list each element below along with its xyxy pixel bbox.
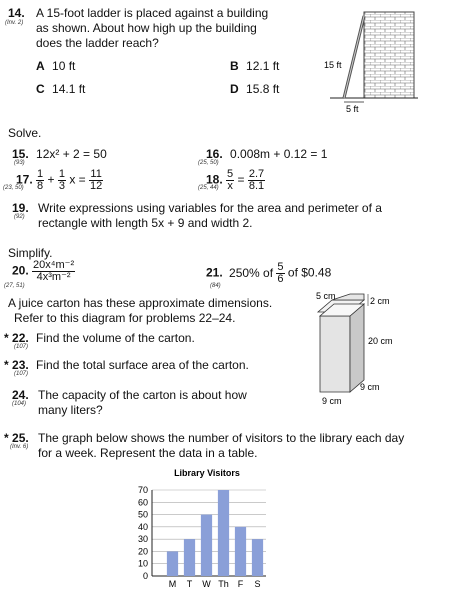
carton-top-label: 5 cm — [316, 292, 336, 301]
problem-number: 22. — [12, 331, 29, 345]
problem-number: 14. — [8, 6, 25, 20]
text-line: does the ladder reach? — [36, 36, 159, 50]
text-line: A 15-foot ladder is placed against a building — [36, 6, 269, 20]
bar-f — [235, 527, 246, 576]
x-tick-label: S — [254, 579, 261, 589]
carton-depth-label: 9 cm — [360, 382, 380, 392]
choice-d — [230, 82, 279, 96]
problem-reference: (92) — [14, 214, 25, 220]
problem-number: 23. — [12, 358, 29, 372]
x-tick-label: Th — [218, 579, 229, 589]
y-tick-label: 50 — [137, 509, 148, 520]
chart-bars — [167, 490, 263, 576]
carton-spout — [332, 294, 364, 300]
problem-number: 18. — [206, 172, 223, 187]
text-line: as shown. About how high up the building — [36, 21, 257, 35]
section-solve: Solve. — [8, 126, 42, 140]
text-line: many liters? — [38, 403, 103, 417]
problem-reference: (107) — [14, 371, 29, 377]
problem-number: 25. — [12, 431, 29, 445]
bar-th — [218, 490, 229, 576]
text-line: rectangle with length 5x + 9 and width 2. — [38, 216, 253, 230]
problem-24-text — [38, 388, 298, 418]
choice-a — [36, 59, 75, 73]
problem-17: 17. $\frac{1}{8}$ + $\frac{1}{3}$ x = $\frac{11}{12}$ — [16, 168, 103, 192]
problem-24 — [12, 388, 29, 402]
fraction: $\frac{\text{20x⁴m⁻²}}{\text{4x³m⁻²}}$ — [33, 259, 75, 283]
choice-letter: B — [230, 59, 239, 73]
fraction: $\frac{5}{6}$ — [277, 261, 284, 285]
problem-14-text — [36, 6, 306, 51]
fraction: $\frac{11}{12}$ — [90, 168, 103, 192]
carton-front — [320, 316, 350, 392]
problem-text: 0.008m + 0.12 = 1 — [230, 147, 328, 161]
carton-figure — [310, 292, 458, 412]
section-simplify: Simplify. — [8, 246, 53, 260]
text-line: The capacity of the carton is about how — [38, 388, 247, 402]
problem-18: 18. $\frac{5}{x}$ = $\frac{2.7}{8.1}$ — [206, 168, 265, 192]
bar-s — [252, 539, 263, 576]
x-tick-label: F — [237, 579, 244, 589]
problem-reference: (104) — [12, 401, 27, 407]
problem-16 — [206, 147, 327, 161]
problem-20 — [12, 260, 75, 283]
problem-number: 16. — [206, 147, 223, 161]
choice-c — [36, 82, 85, 96]
problem-reference: (25, 44) — [198, 185, 219, 191]
x-tick-label: W — [202, 579, 211, 589]
problem-text: 12x² + 2 = 50 — [36, 147, 107, 161]
problem-number: 17. — [16, 172, 33, 187]
problem-text: Find the total surface area of the carton. — [36, 358, 249, 372]
problem-number: 19. — [12, 201, 29, 215]
chart-x-ticks — [169, 579, 261, 589]
fraction: $\frac{1}{8}$ — [37, 168, 44, 192]
juice-intro — [8, 296, 318, 326]
fraction: $\frac{1}{3}$ — [58, 168, 65, 192]
choice-text: 12.1 ft — [246, 59, 280, 73]
choice-text: 15.8 ft — [246, 82, 280, 96]
problem-25-text — [38, 431, 458, 461]
choice-b — [230, 59, 279, 73]
problem-14 — [8, 6, 25, 20]
problem-reference: (Inv. 6) — [10, 444, 29, 450]
bar-m — [167, 551, 178, 576]
text-line: Refer to this diagram for problems 22–24. — [14, 311, 236, 325]
problem-15 — [12, 147, 107, 161]
problem-21: 21. 250% of $\frac{5}{6}$ of $0.48 — [206, 261, 332, 285]
x-tick-label: M — [168, 579, 177, 589]
ladder-figure — [320, 8, 440, 114]
text-line: A juice carton has these approximate dimensions. — [8, 296, 273, 310]
y-tick-label: 40 — [137, 521, 148, 532]
y-tick-label: 20 — [137, 546, 148, 557]
problem-25: * 25. — [4, 431, 29, 445]
base-length-label: 5 ft — [346, 104, 359, 114]
chart-title: Library Visitors — [174, 468, 240, 478]
problem-number: 24. — [12, 388, 29, 402]
problem-reference: (93) — [14, 160, 25, 166]
problem-reference: (Inv. 2) — [5, 20, 24, 26]
problem-23: * 23. Find the total surface area of the carton. — [4, 358, 249, 372]
text-line: for a week. Represent the data in a table. — [38, 446, 258, 460]
problem-reference: (84) — [210, 283, 221, 289]
y-tick-label: 10 — [137, 558, 148, 569]
y-tick-label: 30 — [137, 534, 148, 545]
y-tick-label: 60 — [137, 497, 148, 508]
choice-text: 10 ft — [52, 59, 76, 73]
bar-w — [201, 515, 212, 576]
choice-letter: D — [230, 82, 239, 96]
fraction: $\frac{5}{x}$ — [227, 168, 234, 192]
y-tick-label: 70 — [137, 485, 148, 495]
problem-text: Find the volume of the carton. — [36, 331, 195, 345]
problem-reference: (27, 51) — [4, 283, 25, 289]
carton-height-label: 20 cm — [368, 336, 393, 346]
problem-number: 21. — [206, 265, 223, 280]
y-tick-label: 0 — [142, 571, 148, 581]
text-line: The graph below shows the number of visitors to the library each day — [38, 431, 405, 445]
brick-wall — [364, 12, 414, 98]
chart-y-ticks — [138, 485, 148, 581]
problem-number: 20. — [12, 263, 29, 278]
library-visitors-chart — [130, 464, 270, 594]
x-tick-label: T — [186, 579, 193, 589]
text-line: Write expressions using variables for the area and perimeter of a — [38, 201, 382, 215]
carton-side — [350, 304, 364, 392]
problem-19 — [12, 201, 29, 215]
fraction: $\frac{2.7}{8.1}$ — [248, 168, 265, 192]
problem-reference: (25, 50) — [198, 160, 219, 166]
problem-reference: (23, 50) — [3, 185, 24, 191]
carton-width-label: 9 cm — [322, 396, 342, 406]
problem-reference: (107) — [14, 344, 29, 350]
choice-letter: A — [36, 59, 45, 73]
problem-number: 15. — [12, 147, 29, 161]
problem-19-text — [38, 201, 458, 231]
ladder-length-label: 15 ft — [324, 60, 342, 70]
choice-letter: C — [36, 82, 45, 96]
bar-t — [184, 539, 195, 576]
choice-text: 14.1 ft — [52, 82, 86, 96]
problem-22: * 22. Find the volume of the carton. — [4, 331, 195, 345]
carton-small-label: 2 cm — [370, 296, 390, 306]
